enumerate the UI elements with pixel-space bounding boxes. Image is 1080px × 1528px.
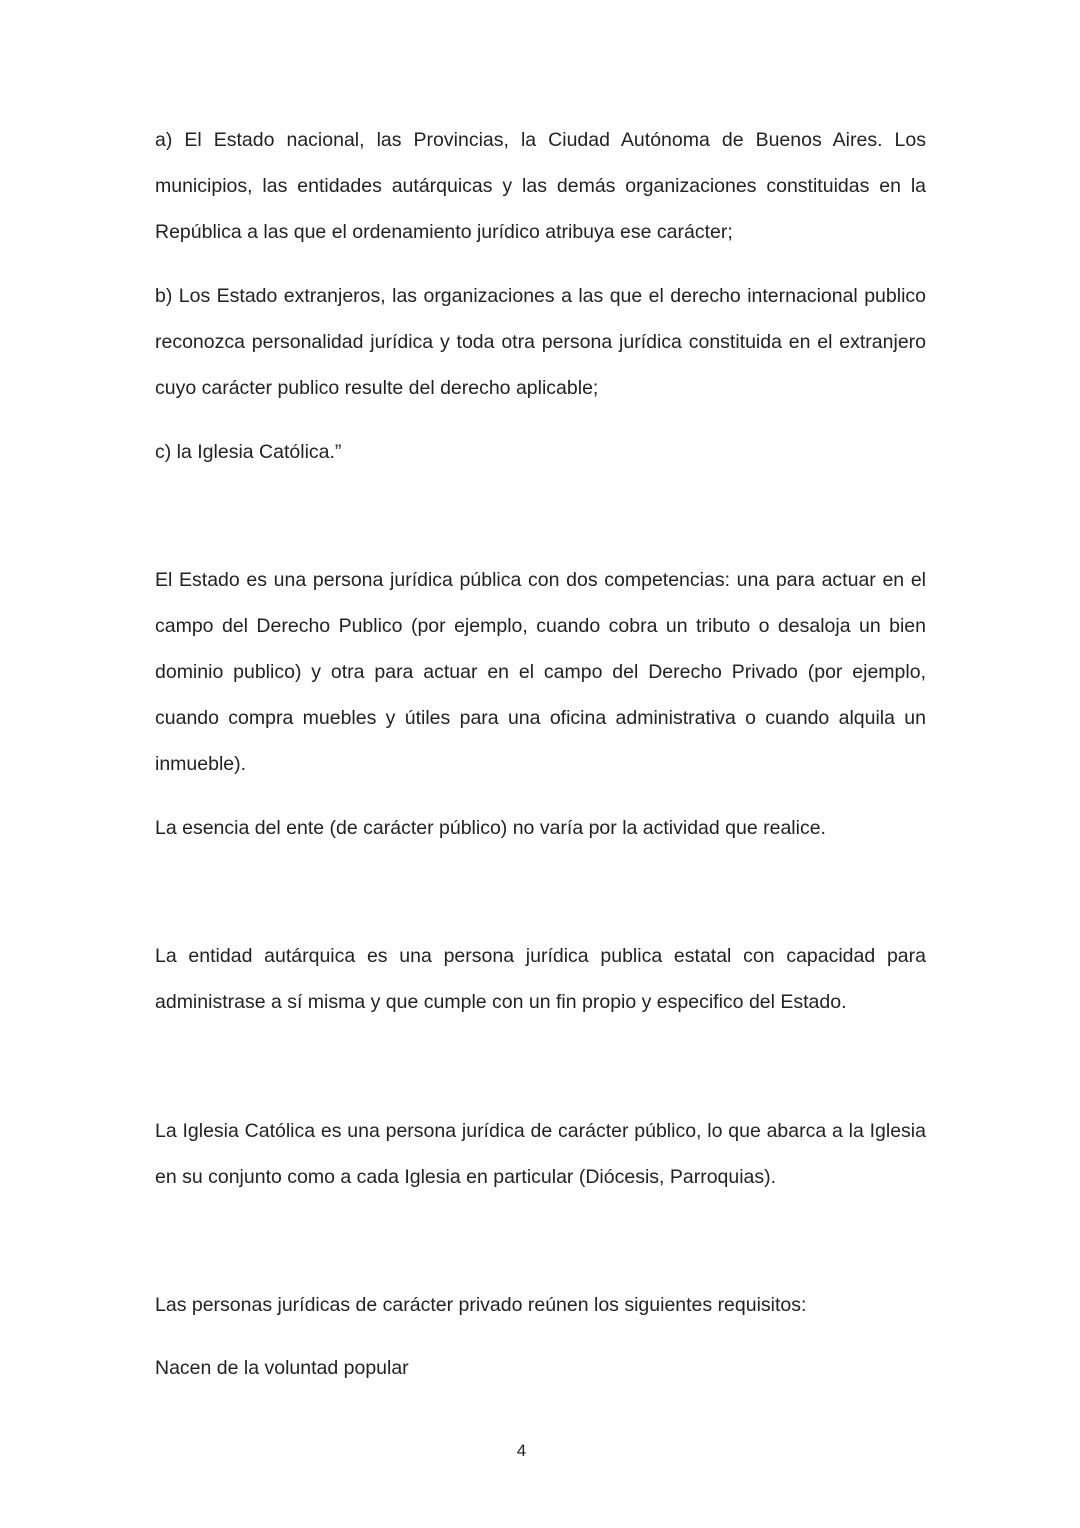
- paragraph-personas-privadas: Las personas jurídicas de carácter privado reúnen los siguientes requisitos:: [155, 1294, 807, 1316]
- page-number: 4: [516, 1441, 527, 1460]
- paragraph-item-a: a) El Estado nacional, las Provincias, la Ciudad Autónoma de Buenos Aires. Los municipios, las entidades autárquicas y las demás organizaciones constituidas en la República a las que el ordenamiento jurídico atribuya ese carácter;: [155, 129, 926, 243]
- paragraph-entidad-autarquica: La entidad autárquica es una persona jurídica publica estatal con capacidad para administrase a sí misma y que cumple con un fin propio y especifico del Estado.: [155, 945, 926, 1013]
- paragraph-esencia: La esencia del ente (de carácter público) no varía por la actividad que realice.: [155, 817, 826, 839]
- paragraph-item-c: c) la Iglesia Católica.”: [155, 441, 342, 463]
- paragraph-iglesia-catolica: La Iglesia Católica es una persona jurídica de carácter público, lo que abarca a la Iglesia en su conjunto como a cada Iglesia en particular (Diócesis, Parroquias).: [155, 1120, 926, 1188]
- paragraph-voluntad-popular: Nacen de la voluntad popular: [155, 1357, 409, 1379]
- paragraph-estado: El Estado es una persona jurídica pública con dos competencias: una para actuar en el campo del Derecho Publico (por ejemplo, cuando cobra un tributo o desaloja un bien dominio publico) y otra para actuar en el campo del Derecho Privado (por ejemplo, cuando compra muebles y útiles para una oficina administrativa o cuando alquila un inmueble).: [155, 569, 926, 775]
- paragraph-item-b: b) Los Estado extranjeros, las organizaciones a las que el derecho internacional publico reconozca personalidad jurídica y toda otra persona jurídica constituida en el extranjero cuyo carácter publico resulte del derecho aplicable;: [155, 285, 926, 399]
